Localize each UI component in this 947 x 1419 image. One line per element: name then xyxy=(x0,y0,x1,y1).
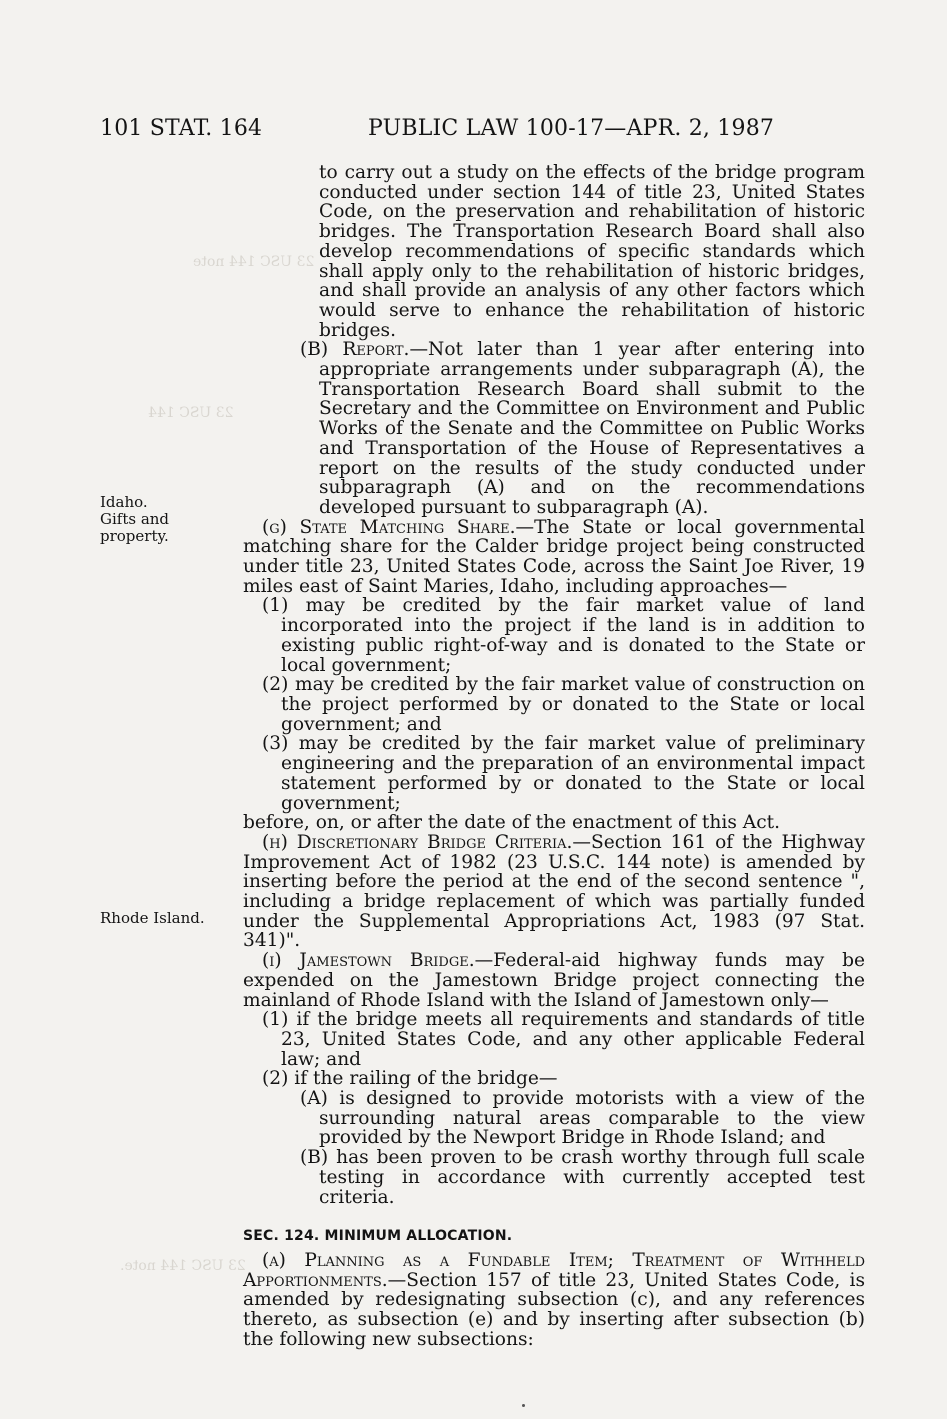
paragraph-b-text: —Not later than 1 year after entering into appropriate arrangements under subparagraph (A), the Transportation Research Board shall submit to the Secretary and the Committee on Environment and Public Works of the Senate and the Committee on Public Works and Transportation of the House of Representatives a report on the results of the study conducted under subparagraph (A) and on the recommendations developed pursuant to subparagraph (A). xyxy=(319,339,865,518)
subsection-i xyxy=(243,951,865,1010)
subsection-g xyxy=(243,518,865,597)
bleed-through-note: 23 USC 144 note. xyxy=(120,1258,246,1274)
paragraph-b-heading: (B) Report. xyxy=(300,339,410,361)
subsection-i-item-2b: (B) has been proven to be crash worthy through full scale testing in accordance with currently accepted test criteria. xyxy=(300,1147,865,1208)
subsection-h xyxy=(243,833,865,951)
section-124-subsection-a xyxy=(243,1251,865,1350)
subsection-g-item-3: (3) may be credited by the fair market value of preliminary engineering and the preparation of an environmental impact statement performed by or donated to the State or local government; xyxy=(262,733,865,814)
bleed-through-note: 23 USC 144 xyxy=(148,405,234,421)
subsection-a-text: —Section 157 of title 23, United States Code, is amended by redesignating subsection (c), and any references thereto, as subsection (e) and by inserting after subsection (b) the following new subsections: xyxy=(243,1269,865,1350)
margin-note-line: Gifts and xyxy=(100,510,170,528)
subsection-g-item-1: (1) may be credited by the fair market value of land incorporated into the project if the land is in addition to existing public right-of-way and is donated to the State or local government; xyxy=(262,595,865,676)
running-title: PUBLIC LAW 100-17—APR. 2, 1987 xyxy=(368,116,775,141)
subsection-a-heading: (a) Planning as a Fundable Item; Treatment of Withheld Apportionments. xyxy=(243,1249,865,1291)
subsection-g-heading: (g) State Matching Share. xyxy=(262,516,516,538)
margin-note-line: Idaho. xyxy=(100,493,148,511)
subsection-i-heading: (i) Jamestown Bridge. xyxy=(262,950,475,972)
paragraph-b xyxy=(243,340,865,517)
page-reference: 101 STAT. 164 xyxy=(100,116,263,141)
margin-note-line: property. xyxy=(100,527,169,545)
margin-note-idaho xyxy=(100,494,220,545)
subsection-i-item-2: (2) if the railing of the bridge— xyxy=(262,1068,558,1090)
paragraph-a-continuation: to carry out a study on the effects of the bridge program conducted under section 144 of title 23, United States Code, on the preservation and rehabilitation of historic bridges. The Transportation Research Board shall also develop recommendations of specific standards which shall apply only to the rehabilitation of historic bridges, and shall provide an analysis of any other factors which would serve to enhance the rehabilitation of historic bridges. xyxy=(319,162,865,341)
document-body xyxy=(243,163,865,1349)
scan-speck xyxy=(522,1404,525,1407)
subsection-i-item-1: (1) if the bridge meets all requirements and standards of title 23, United States Code, and any other applicable Federal law; and xyxy=(262,1009,865,1070)
subsection-i-item-2a: (A) is designed to provide motorists with a view of the surrounding natural areas comparable to the view provided by the Newport Bridge in Rhode Island; and xyxy=(300,1088,865,1149)
subsection-g-item-2: (2) may be credited by the fair market value of construction on the project performed by or donated to the State or local government; and xyxy=(262,674,865,735)
subsection-i-text: —Federal-aid highway funds may be expended on the Jamestown Bridge project connecting the mainland of Rhode Island with the Island of Jamestown only— xyxy=(243,950,865,1011)
subsection-g-text: —The State or local governmental matching share for the Calder bridge project being constructed under title 23, United States Code, across the Saint Joe River, 19 miles east of Saint Maries, Idaho, including approaches— xyxy=(243,516,865,597)
subsection-g-close: before, on, or after the date of the enactment of this Act. xyxy=(243,812,781,834)
subsection-h-heading: (h) Discretionary Bridge Criteria. xyxy=(262,831,573,853)
section-heading: SEC. 124. MINIMUM ALLOCATION. xyxy=(243,1228,513,1245)
bleed-through-note: 23 USC 144 note xyxy=(193,254,315,270)
subsection-h-text: —Section 161 of the Highway Improvement Act of 1982 (23 U.S.C. 144 note) is amended by inserting before the period at the end of the second sentence ", including a bridge replacement of which was partially funded under the Supplemental Appropriations Act, 1983 (97 Stat. 341)". xyxy=(243,831,865,952)
margin-note-rhode-island: Rhode Island. xyxy=(100,909,205,927)
